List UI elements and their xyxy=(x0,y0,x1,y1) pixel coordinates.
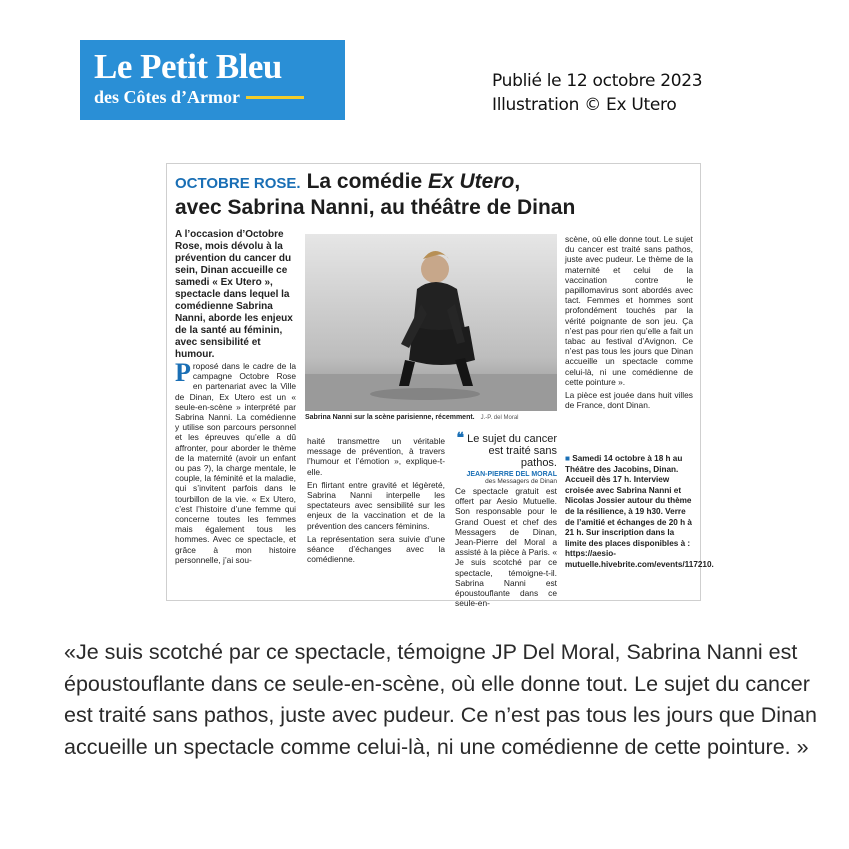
quote-organization: des Messagers de Dinan xyxy=(485,478,557,485)
photo-caption xyxy=(305,414,557,421)
column-4-para-1: scène, où elle donne tout. Le sujet du cancer est traité sans pathos, juste avec pudeur. Le thème de la maternité et celui de la vaccination contre le papillomavirus sont abordés avec tact. Femmes et hommes sont profondément touchés par la vérité poignante de son jeu. Ça n’est pas pour rien qu’elle a fait un tabac au festival d’Avignon. Ce n’est pas tous les jours que Dinan accueille un spectacle comme celui-là, ni une comédienne de cette pointure ». xyxy=(565,234,693,387)
logo-subtitle-text: des Côtes d’Armor xyxy=(94,87,240,107)
headline-part1: La comédie xyxy=(306,170,428,193)
article-column-4 xyxy=(565,234,693,413)
quote-mark-icon: ❝ xyxy=(456,429,465,445)
headline-kicker: OCTOBRE ROSE. xyxy=(175,175,301,192)
column-2-para-1: haité transmettre un véritable message de prévention, à travers l’humour et l’émotion », explique-t-elle. xyxy=(307,436,445,477)
quote-author: JEAN-PIERRE DEL MORAL xyxy=(466,471,557,478)
logo-title: Le Petit Bleu xyxy=(94,47,282,86)
column-2-para-3: La représentation sera suivie d’une séance d’échanges avec la comédienne. xyxy=(307,533,445,565)
logo-subtitle xyxy=(94,86,331,108)
publication-info xyxy=(492,69,702,117)
headline-part2: , xyxy=(514,170,521,193)
article-lead: A l’occasion d’Octobre Rose, mois dévolu à la prévention du cancer du sein, Dinan accueille ce samedi « Ex Utero », spectacle dans lequel la comédienne Sabrina Nanni, aborde les enjeux de la santé au féminin, avec sensibilité et humour. xyxy=(175,229,293,360)
photo-credit: J.-P. del Moral xyxy=(480,415,519,421)
newspaper-clipping xyxy=(166,163,714,609)
illustration-credit: Illustration © Ex Utero xyxy=(492,95,677,115)
info-marker-icon: ■ xyxy=(565,454,570,463)
logo-accent-bar xyxy=(246,96,304,99)
headline-italic: Ex Utero xyxy=(427,170,515,193)
article-photo xyxy=(305,234,557,411)
headline-line2: avec Sabrina Nanni, au théâtre de Dinan xyxy=(175,196,576,219)
event-info-box xyxy=(565,454,714,571)
newspaper-logo xyxy=(80,40,345,120)
article-column-2 xyxy=(307,436,445,567)
pull-quote xyxy=(455,431,557,485)
column-3-text: Ce spectacle gratuit est offert par Aesio Mutuelle. Son responsable pour le Grand Ouest et chef des Messagers de Dinan, Jean-Pierre del Moral a assisté à la pièce à Paris. « Je suis scotché par ce spectacle, témoigne-t-il. Sabrina Nanni est époustouflante dans ce seule-en- xyxy=(455,486,557,609)
column-2-para-2: En flirtant entre gravité et légèreté, Sabrina Nanni interpelle les spectateurs avec sensibilité sur les enjeux de la vaccination et de la prévention des cancers féminins. xyxy=(307,479,445,531)
caption-text: Sabrina Nanni sur la scène parisienne, récemment. xyxy=(305,414,475,421)
drop-cap: P xyxy=(175,358,191,387)
event-info-text: Samedi 14 octobre à 18 h au Théâtre des Jacobins, Dinan. Accueil dès 17 h. Interview croisée avec Sabrina Nanni et Nicolas Jossier autour du thème de la résilience, à 19 h30. Verre de l’amitié et échanges de 20 h à 21 h. Sur inscription dans la limite des places disponibles à : https://aesio-mutuelle.hivebrite.com/events/117210. xyxy=(565,454,714,569)
photo-image xyxy=(305,234,557,411)
article-headline xyxy=(175,170,695,220)
article-column-3 xyxy=(455,486,557,611)
publication-date: Publié le 12 octobre 2023 xyxy=(492,71,703,91)
pull-quote-text: Le sujet du cancer est traité sans pathos. xyxy=(467,433,557,469)
testimonial-quote: «Je suis scotché par ce spectacle, témoigne JP Del Moral, Sabrina Nanni est époustouflante dans ce seule-en-scène, où elle donne tout. Le sujet du cancer est traité sans pathos, juste avec pudeur. Ce n’est pas tous les jours que Dinan accueille un spectacle comme celui-là, ni une comédienne de cette pointure. » xyxy=(64,640,817,759)
column-1-text: roposé dans le cadre de la campagne Octobre Rose en partenariat avec la Ville de Dinan, Ex Utero est un « seule-en-scène » interprété par Sabrina Nanni. La comédienne y utilise son parcours personnel et les épreuves qu’elle a dû affronter, pour aborder le thème de la maternité (avoir un enfant ou pas ?), la charge mentale, le couple, la féminité et la maladie, qui s’invitent parfois dans le tourbillon de la vie. « Ex Utero, c’est l’histoire d’une femme qui concerne toutes les femmes mais également tous les hommes. Avec ce spectacle, et grâce à mon histoire personnelle, j’ai sou- xyxy=(175,361,296,565)
column-4-para-2: La pièce est jouée dans huit villes de France, dont Dinan. xyxy=(565,390,693,411)
article-column-1 xyxy=(175,358,296,568)
